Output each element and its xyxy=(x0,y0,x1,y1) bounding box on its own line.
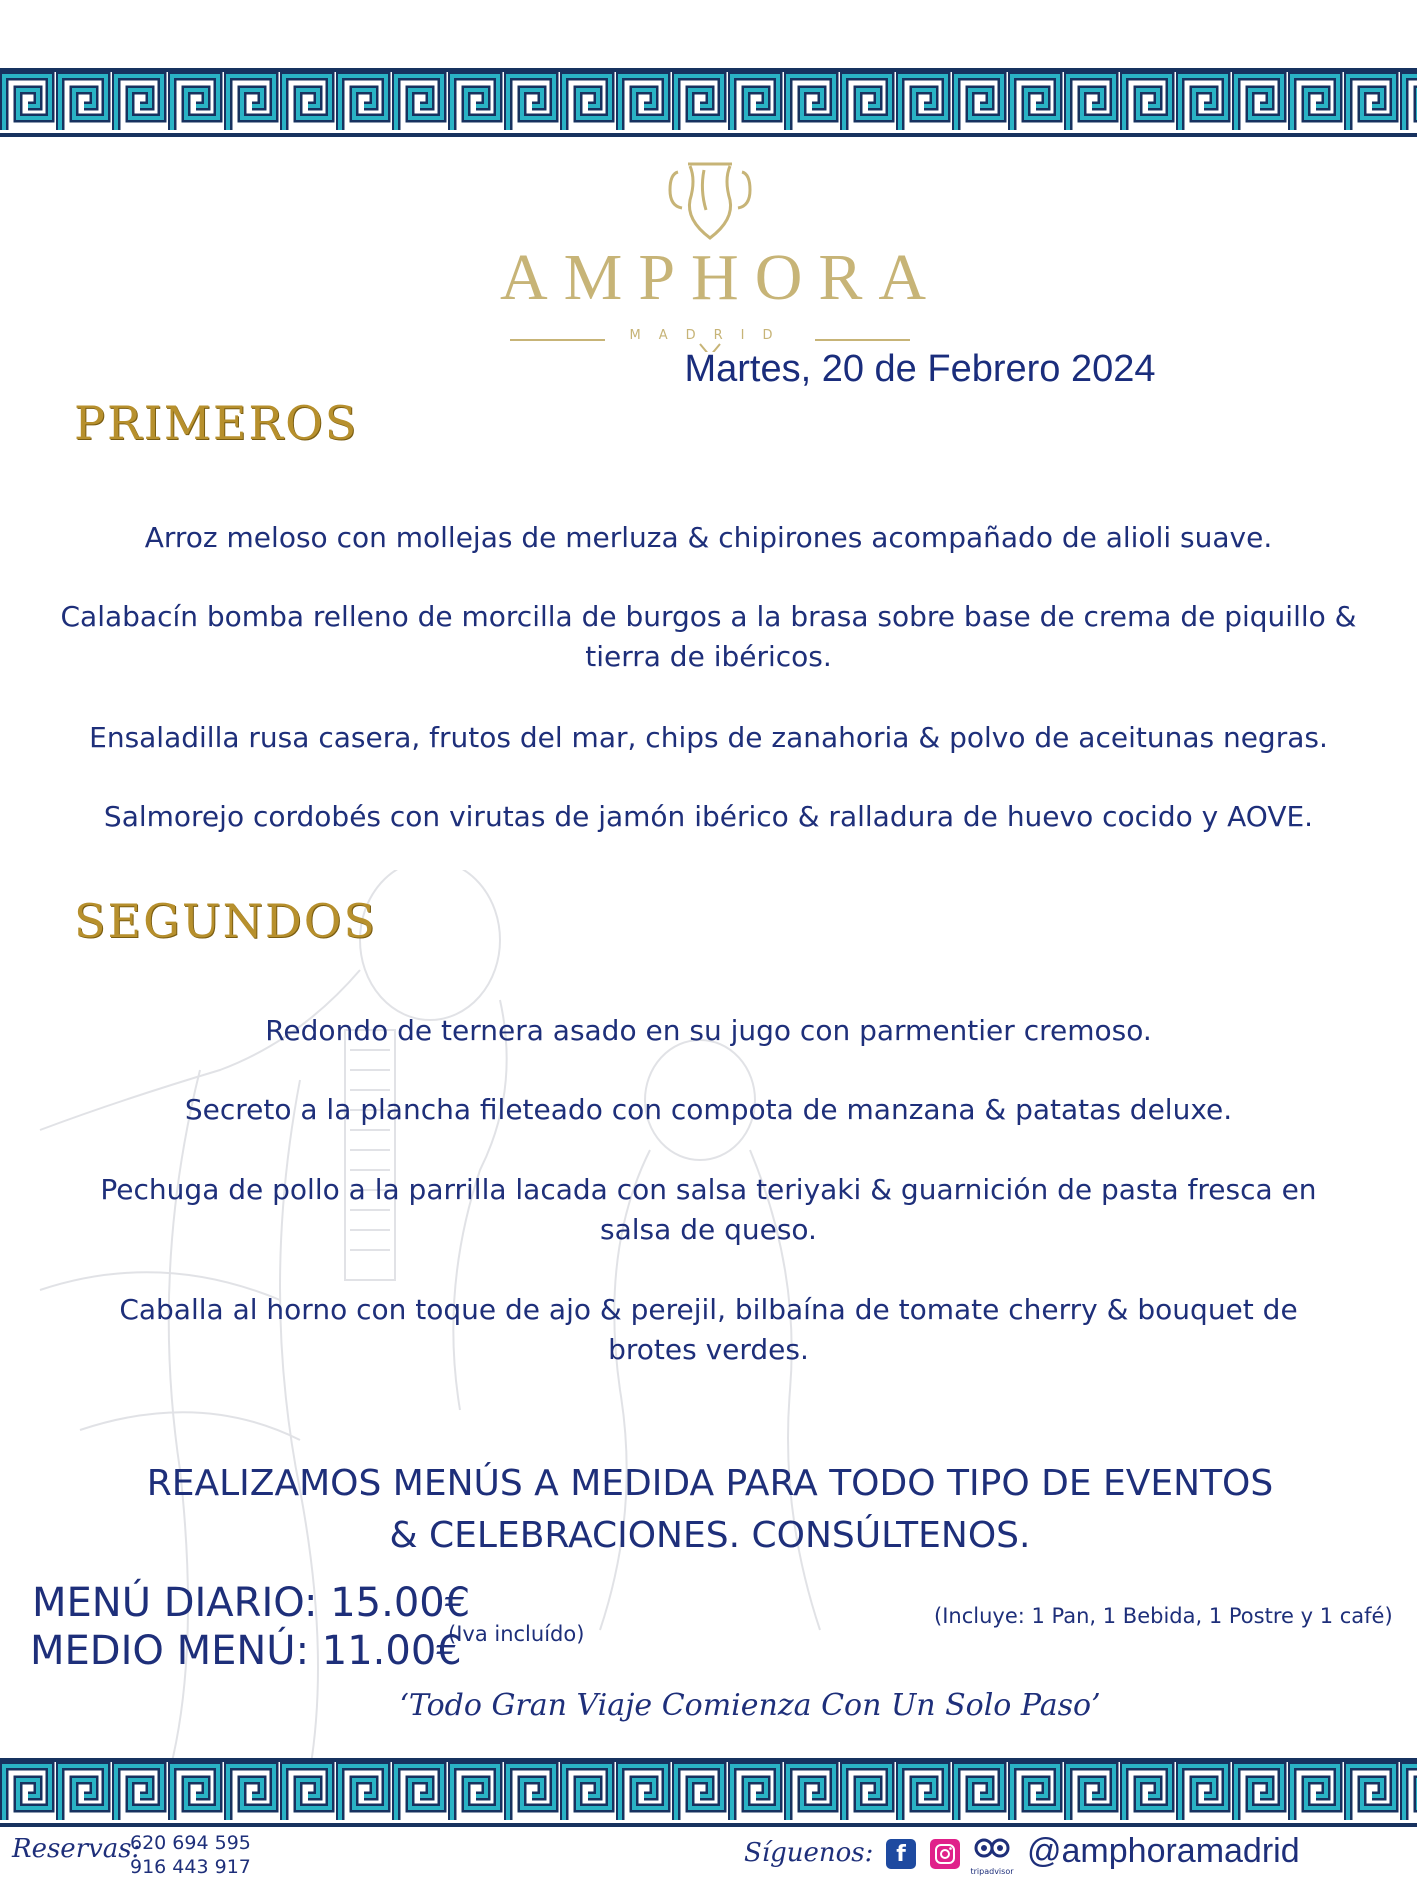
section-title-primeros: PRIMEROS xyxy=(74,396,359,450)
dish-item: Arroz meloso con mollejas de merluza & chipirones acompañado de alioli suave. xyxy=(144,521,1273,554)
brand-name: AMPHORA xyxy=(500,241,943,314)
amphora-logo xyxy=(500,160,943,343)
menu-diario-price: MENÚ DIARIO: 15.00€ xyxy=(32,1580,471,1626)
reservas-label: Reservas: xyxy=(12,1834,141,1864)
dish-item: Salmorejo cordobés con virutas de jamón ibérico & ralladura de huevo cocido y AOVE. xyxy=(103,800,1314,833)
medio-menu-price: MEDIO MENÚ: 11.00€ xyxy=(30,1628,462,1674)
tripadvisor-icon[interactable] xyxy=(970,1836,1014,1880)
dish-item: Ensaladilla rusa casera, frutos del mar, chips de zanahoria & polvo de aceitunas negras. xyxy=(89,721,1328,754)
greek-key-border-top xyxy=(0,68,1417,148)
greek-key-border-bottom xyxy=(0,1758,1417,1838)
includes-note: (Incluye: 1 Pan, 1 Bebida, 1 Postre y 1 café) xyxy=(934,1604,1393,1628)
amphora-vase-icon xyxy=(660,160,760,240)
facebook-icon[interactable]: f xyxy=(886,1839,916,1869)
tripadvisor-label: tripadvisor xyxy=(970,1867,1014,1876)
phone-number[interactable]: 620 694 595 xyxy=(130,1832,251,1854)
siguenos-label: Síguenos: xyxy=(744,1838,874,1868)
section-title-segundos: SEGUNDOS xyxy=(74,894,377,948)
dish-item: Secreto a la plancha fileteado con compota de manzana & patatas deluxe. xyxy=(184,1093,1233,1126)
menu-date: Martes, 20 de Febrero 2024 xyxy=(684,348,1156,390)
dish-item: Redondo de ternera asado en su jugo con parmentier cremoso. xyxy=(265,1014,1152,1047)
events-promo-text: REALIZAMOS MENÚS A MEDIDA PARA TODO TIPO DE EVENTOS & CELEBRACIONES. CONSÚLTENOS. xyxy=(146,1463,1274,1556)
iva-note: (Iva incluído) xyxy=(448,1622,585,1646)
dish-item: Caballa al horno con toque de ajo & perejil, bilbaína de tomate cherry & bouquet de brotes verdes. xyxy=(119,1293,1298,1366)
dish-item: Calabacín bomba relleno de morcilla de burgos a la brasa sobre base de crema de piquillo & tierra de ibéricos. xyxy=(60,600,1357,673)
dish-item: Pechuga de pollo a la parrilla lacada con salsa teriyaki & guarnición de pasta fresca en salsa de queso. xyxy=(100,1173,1317,1246)
quote: ‘Todo Gran Viaje Comienza Con Un Solo Paso’ xyxy=(399,1688,1101,1723)
instagram-icon[interactable] xyxy=(930,1839,960,1869)
phone-number[interactable]: 916 443 917 xyxy=(130,1856,251,1878)
social-handle[interactable]: @amphoramadrid xyxy=(1027,1832,1300,1870)
brand-city: MADRID xyxy=(629,328,791,343)
